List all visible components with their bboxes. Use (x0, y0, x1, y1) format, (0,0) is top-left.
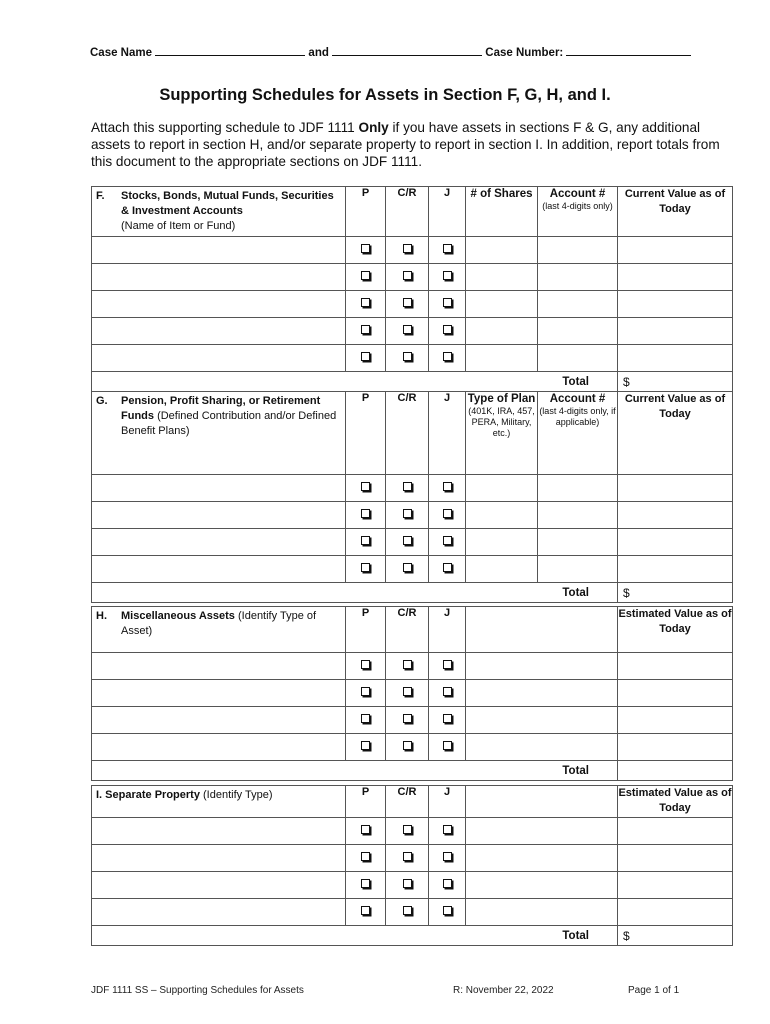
j-checkbox[interactable] (443, 852, 452, 861)
account-cell[interactable] (538, 502, 618, 529)
j-checkbox[interactable] (443, 298, 452, 307)
entry-row (92, 556, 733, 583)
item-description-cell[interactable] (92, 264, 346, 291)
col-value-header: Estimated Value as of Today (618, 786, 733, 818)
section-i-total-label: Total (92, 926, 618, 946)
item-description-cell[interactable] (92, 899, 346, 926)
value-cell[interactable] (618, 680, 733, 707)
cr-checkbox-cell (386, 529, 429, 556)
j-checkbox[interactable] (443, 244, 452, 253)
cr-checkbox[interactable] (403, 536, 412, 545)
p-checkbox[interactable] (361, 687, 370, 696)
p-checkbox[interactable] (361, 352, 370, 361)
section-i-table (91, 785, 733, 946)
entry-row (92, 291, 733, 318)
account-cell[interactable] (538, 237, 618, 264)
entry-row (92, 872, 733, 899)
value-cell[interactable] (618, 818, 733, 845)
p-checkbox-cell (346, 734, 386, 761)
account-note: (last 4-digits only) (542, 201, 613, 211)
section-h-table (91, 606, 733, 781)
section-g-header (92, 392, 346, 475)
p-checkbox[interactable] (361, 536, 370, 545)
col-cr-header: C/R (386, 607, 429, 653)
cr-checkbox-cell (386, 845, 429, 872)
item-description-cell[interactable] (92, 291, 346, 318)
col-cr-header: C/R (386, 392, 429, 475)
j-checkbox-cell (429, 556, 466, 583)
col-a-cell[interactable] (466, 475, 538, 502)
cr-checkbox[interactable] (403, 482, 412, 491)
p-checkbox-cell (346, 502, 386, 529)
p-checkbox[interactable] (361, 298, 370, 307)
j-checkbox[interactable] (443, 741, 452, 750)
col-p-header: P (346, 392, 386, 475)
cr-checkbox[interactable] (403, 825, 412, 834)
col-value-header: Current Value as of Today (618, 392, 733, 475)
p-checkbox[interactable] (361, 825, 370, 834)
col-p-header: P (346, 187, 386, 237)
cr-checkbox[interactable] (403, 741, 412, 750)
entry-row (92, 264, 733, 291)
cr-checkbox-cell (386, 872, 429, 899)
page-title: Supporting Schedules for Assets in Section F, G, H, and I. (159, 86, 611, 104)
p-checkbox-cell (346, 872, 386, 899)
p-checkbox[interactable] (361, 741, 370, 750)
item-description-cell[interactable] (92, 345, 346, 372)
cr-checkbox[interactable] (403, 352, 412, 361)
account-cell[interactable] (538, 345, 618, 372)
cr-checkbox[interactable] (403, 298, 412, 307)
value-cell[interactable] (618, 899, 733, 926)
value-cell[interactable] (618, 556, 733, 583)
p-checkbox-cell (346, 345, 386, 372)
section-f-header (92, 187, 346, 237)
p-checkbox[interactable] (361, 714, 370, 723)
account-note: (last 4-digits only, if applicable) (539, 406, 616, 427)
item-description-cell[interactable] (92, 502, 346, 529)
section-i-header-blank (466, 786, 618, 818)
blank-cell (466, 845, 618, 872)
p-checkbox-cell (346, 291, 386, 318)
cr-checkbox[interactable] (403, 509, 412, 518)
cr-checkbox-cell (386, 475, 429, 502)
p-checkbox-cell (346, 318, 386, 345)
p-checkbox-cell (346, 680, 386, 707)
account-label: Account # (549, 188, 606, 200)
section-h-header-blank (466, 607, 618, 653)
col-p-header: P (346, 607, 386, 653)
col-plan-type-header (466, 392, 538, 475)
section-i-title: I. Separate Property (96, 789, 200, 801)
case-number-field[interactable] (566, 45, 691, 56)
col-value-header: Current Value as of Today (618, 187, 733, 237)
item-description-cell[interactable] (92, 845, 346, 872)
item-description-cell[interactable] (92, 872, 346, 899)
value-cell[interactable] (618, 845, 733, 872)
section-i-total-value[interactable]: $ (618, 926, 733, 946)
p-checkbox-cell (346, 707, 386, 734)
p-checkbox[interactable] (361, 563, 370, 572)
footer-page-number: Page 1 of 1 (628, 985, 680, 996)
j-checkbox[interactable] (443, 482, 452, 491)
p-checkbox-cell (346, 475, 386, 502)
account-cell[interactable] (538, 475, 618, 502)
p-checkbox[interactable] (361, 325, 370, 334)
case-name-label: Case Name (90, 47, 153, 59)
j-checkbox[interactable] (443, 660, 452, 669)
entry-row (92, 318, 733, 345)
section-g-letter: G. (96, 395, 108, 407)
blank-cell (466, 707, 618, 734)
j-checkbox-cell (429, 475, 466, 502)
col-a-cell[interactable] (466, 237, 538, 264)
j-checkbox-cell (429, 345, 466, 372)
entry-row (92, 899, 733, 926)
j-checkbox-cell (429, 845, 466, 872)
section-h-letter: H. (96, 610, 107, 622)
intro-only: Only (358, 120, 389, 135)
section-h-total-label: Total (92, 761, 618, 781)
plan-type-label: Type of Plan (467, 393, 536, 405)
case-name-field-2[interactable] (332, 45, 482, 56)
p-checkbox-cell (346, 899, 386, 926)
col-a-cell[interactable] (466, 556, 538, 583)
item-description-cell[interactable] (92, 237, 346, 264)
col-j-header: J (429, 607, 466, 653)
p-checkbox[interactable] (361, 244, 370, 253)
p-checkbox[interactable] (361, 906, 370, 915)
account-cell[interactable] (538, 318, 618, 345)
footer-form-name: JDF 1111 SS – Supporting Schedules for Assets (91, 985, 304, 996)
value-cell[interactable] (618, 502, 733, 529)
section-f-title: Stocks, Bonds, Mutual Funds, Securities & Investment Accounts (121, 190, 334, 217)
cr-checkbox-cell (386, 556, 429, 583)
entry-row (92, 818, 733, 845)
j-checkbox-cell (429, 680, 466, 707)
entry-row (92, 502, 733, 529)
blank-cell (466, 872, 618, 899)
entry-row (92, 529, 733, 556)
cr-checkbox[interactable] (403, 660, 412, 669)
p-checkbox-cell (346, 653, 386, 680)
p-checkbox[interactable] (361, 879, 370, 888)
j-checkbox-cell (429, 318, 466, 345)
cr-checkbox-cell (386, 707, 429, 734)
col-shares-header (466, 187, 538, 237)
col-a-cell[interactable] (466, 502, 538, 529)
section-i-note: (Identify Type) (203, 789, 273, 801)
col-j-header: J (429, 786, 466, 818)
blank-cell (466, 680, 618, 707)
cr-checkbox[interactable] (403, 906, 412, 915)
section-i-header (92, 786, 346, 818)
blank-cell (466, 899, 618, 926)
p-checkbox[interactable] (361, 660, 370, 669)
cr-checkbox-cell (386, 899, 429, 926)
value-cell[interactable] (618, 237, 733, 264)
j-checkbox-cell (429, 734, 466, 761)
case-number-label: Case Number: (485, 47, 564, 59)
cr-checkbox[interactable] (403, 244, 412, 253)
j-checkbox-cell (429, 237, 466, 264)
section-g-total-label: Total (92, 583, 618, 603)
p-checkbox-cell (346, 237, 386, 264)
value-cell[interactable] (618, 318, 733, 345)
account-cell[interactable] (538, 291, 618, 318)
section-f-note: (Name of Item or Fund) (121, 220, 236, 232)
section-f-table (91, 186, 733, 392)
entry-row (92, 680, 733, 707)
p-checkbox[interactable] (361, 509, 370, 518)
cr-checkbox-cell (386, 653, 429, 680)
section-f-total-value[interactable]: $ (618, 372, 733, 392)
j-checkbox[interactable] (443, 563, 452, 572)
p-checkbox-cell (346, 264, 386, 291)
cr-checkbox-cell (386, 734, 429, 761)
p-checkbox-cell (346, 818, 386, 845)
value-cell[interactable] (618, 264, 733, 291)
entry-row (92, 345, 733, 372)
j-checkbox[interactable] (443, 825, 452, 834)
intro-part2: if you have assets in sections F & G, any additional assets to report in section H, and/or separate property to report in section I. In addition, report totals from this document to the appropriate sections on JDF 1111. (91, 120, 720, 169)
cr-checkbox-cell (386, 680, 429, 707)
account-cell[interactable] (538, 556, 618, 583)
col-a-cell[interactable] (466, 529, 538, 556)
section-h-note: (Identify Type of Asset) (121, 610, 317, 637)
j-checkbox[interactable] (443, 714, 452, 723)
footer-revision: R: November 22, 2022 (453, 985, 554, 996)
item-description-cell[interactable] (92, 707, 346, 734)
item-description-cell[interactable] (92, 529, 346, 556)
section-g-title: Pension, Profit Sharing, or Retirement Funds (121, 395, 321, 422)
p-checkbox[interactable] (361, 482, 370, 491)
j-checkbox[interactable] (443, 271, 452, 280)
j-checkbox[interactable] (443, 906, 452, 915)
p-checkbox[interactable] (361, 852, 370, 861)
j-checkbox-cell (429, 707, 466, 734)
value-cell[interactable] (618, 475, 733, 502)
item-description-cell[interactable] (92, 556, 346, 583)
j-checkbox[interactable] (443, 509, 452, 518)
case-info-line (90, 45, 730, 59)
col-a-cell[interactable] (466, 345, 538, 372)
value-cell[interactable] (618, 734, 733, 761)
p-checkbox-cell (346, 529, 386, 556)
col-cr-header: C/R (386, 786, 429, 818)
cr-checkbox[interactable] (403, 714, 412, 723)
entry-row (92, 707, 733, 734)
blank-cell (466, 818, 618, 845)
j-checkbox-cell (429, 529, 466, 556)
col-account-header (538, 392, 618, 475)
plan-type-note: (401K, IRA, 457, PERA, Military, etc.) (468, 406, 535, 438)
cr-checkbox[interactable] (403, 852, 412, 861)
section-g-table (91, 391, 733, 603)
cr-checkbox-cell (386, 345, 429, 372)
col-a-cell[interactable] (466, 291, 538, 318)
case-name-field-1[interactable] (155, 45, 305, 56)
col-j-header: J (429, 187, 466, 237)
cr-checkbox-cell (386, 318, 429, 345)
cr-checkbox-cell (386, 818, 429, 845)
item-description-cell[interactable] (92, 318, 346, 345)
cr-checkbox[interactable] (403, 687, 412, 696)
j-checkbox-cell (429, 653, 466, 680)
item-description-cell[interactable] (92, 653, 346, 680)
value-cell[interactable] (618, 291, 733, 318)
entry-row (92, 653, 733, 680)
col-a-cell[interactable] (466, 264, 538, 291)
col-account-header (538, 187, 618, 237)
j-checkbox[interactable] (443, 352, 452, 361)
j-checkbox[interactable] (443, 687, 452, 696)
j-checkbox[interactable] (443, 879, 452, 888)
j-checkbox-cell (429, 502, 466, 529)
cr-checkbox-cell (386, 264, 429, 291)
j-checkbox-cell (429, 872, 466, 899)
j-checkbox[interactable] (443, 325, 452, 334)
section-g-note: (Defined Contribution and/or Defined Benefit Plans) (121, 410, 337, 437)
col-a-cell[interactable] (466, 318, 538, 345)
account-label: Account # (549, 393, 606, 405)
col-j-header: J (429, 392, 466, 475)
col-value-header: Estimated Value as of Today (618, 607, 733, 653)
section-f-total-label: Total (92, 372, 618, 392)
p-checkbox-cell (346, 556, 386, 583)
j-checkbox-cell (429, 818, 466, 845)
j-checkbox-cell (429, 291, 466, 318)
item-description-cell[interactable] (92, 734, 346, 761)
j-checkbox-cell (429, 899, 466, 926)
section-h-total-value[interactable] (618, 761, 733, 781)
item-description-cell[interactable] (92, 475, 346, 502)
section-f-letter: F. (96, 190, 105, 202)
cr-checkbox[interactable] (403, 271, 412, 280)
value-cell[interactable] (618, 345, 733, 372)
cr-checkbox-cell (386, 502, 429, 529)
cr-checkbox[interactable] (403, 563, 412, 572)
blank-cell (466, 653, 618, 680)
j-checkbox[interactable] (443, 536, 452, 545)
entry-row (92, 237, 733, 264)
intro-paragraph (91, 119, 741, 170)
entry-row (92, 845, 733, 872)
col-p-header: P (346, 786, 386, 818)
section-h-header (92, 607, 346, 653)
value-cell[interactable] (618, 653, 733, 680)
value-cell[interactable] (618, 529, 733, 556)
entry-row (92, 734, 733, 761)
cr-checkbox-cell (386, 237, 429, 264)
and-label: and (308, 47, 329, 59)
section-h-title: Miscellaneous Assets (121, 610, 235, 622)
blank-cell (466, 734, 618, 761)
section-g-total-value[interactable]: $ (618, 583, 733, 603)
col-cr-header: C/R (386, 187, 429, 237)
value-cell[interactable] (618, 707, 733, 734)
j-checkbox-cell (429, 264, 466, 291)
cr-checkbox[interactable] (403, 879, 412, 888)
entry-row (92, 475, 733, 502)
cr-checkbox-cell (386, 291, 429, 318)
account-cell[interactable] (538, 264, 618, 291)
shares-label: # of Shares (470, 188, 533, 200)
item-description-cell[interactable] (92, 680, 346, 707)
value-cell[interactable] (618, 872, 733, 899)
intro-part1: Attach this supporting schedule to JDF 1111 (91, 120, 359, 135)
p-checkbox-cell (346, 845, 386, 872)
item-description-cell[interactable] (92, 818, 346, 845)
cr-checkbox[interactable] (403, 325, 412, 334)
p-checkbox[interactable] (361, 271, 370, 280)
account-cell[interactable] (538, 529, 618, 556)
